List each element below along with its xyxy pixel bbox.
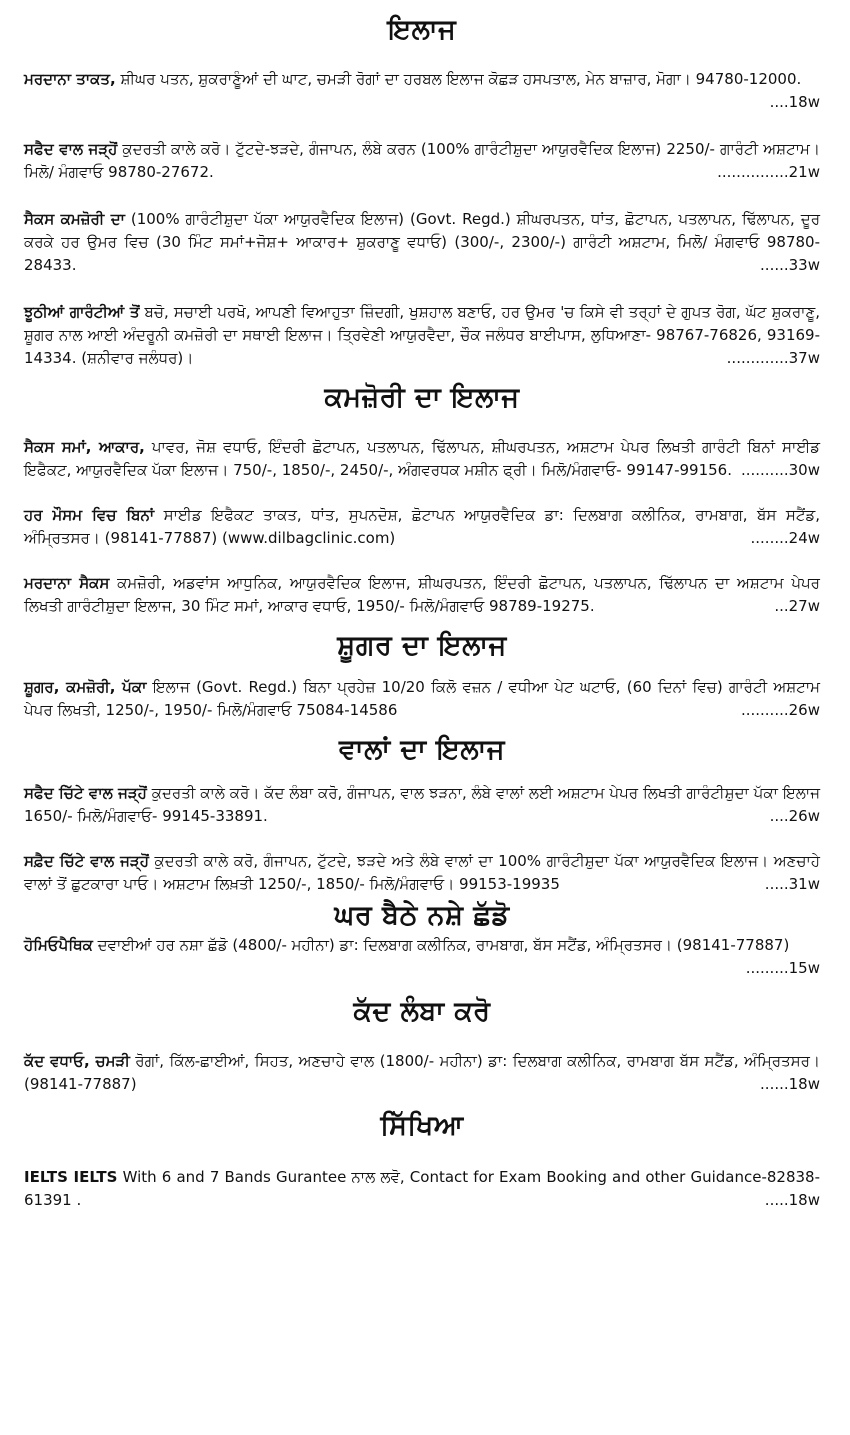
ad-code: ........24w [750, 529, 820, 547]
section-heading: ਕੱਦ ਲੰਬਾ ਕਰੋ [353, 996, 491, 1027]
classified-ad [24, 436, 820, 482]
ad-body: ਬਚੋ, ਸਚਾਈ ਪਰਖੋ, ਆਪਣੀ ਵਿਆਹੁਤਾ ਜ਼ਿੰਦਗੀ, ਖੁਸ਼ਹਾਲ ਬਣਾਓ, ਹਰ ਉਮਰ 'ਚ ਕਿਸੇ ਵੀ ਤਰ੍ਹਾਂ ਦੇ ਗੁਪਤ ਰੋਗ, ਘੱਟ ਸ਼ੁਕਰਾਣੂ, ਸ਼ੂਗਰ ਨਾਲ ਆਈ ਅੰਦਰੂਨੀ ਕਮਜ਼ੋਰੀ ਦਾ ਸਥਾਈ ਇਲਾਜ। ਤ੍ਰਿਵੇਣੀ ਆਯੁਰਵੈਦਾ, ਚੌਕ ਜਲੰਧਰ ਬਾਈਪਾਸ, ਲੁਧਿਆਣਾ- 98767-76826, 93169-14334. (ਸ਼ਨੀਵਾਰ ਜਲੰਧਰ)। [24, 303, 820, 367]
classified-ad [24, 208, 820, 277]
classified-ad [24, 504, 820, 550]
section-heading: ਸਿੱਖਿਆ [380, 1110, 464, 1141]
ad-body: ਸ਼ੀਘਰ ਪਤਨ, ਸ਼ੁਕਰਾਣੂੰਆਂ ਦੀ ਘਾਟ, ਚਮੜੀ ਰੋਗਾਂ ਦਾ ਹਰਬਲ ਇਲਾਜ ਕੋਛੜ ਹਸਪਤਾਲ, ਮੇਨ ਬਾਜ਼ਾਰ, ਮੋਗਾ। 94780-12000. [115, 70, 802, 88]
ad-lead: ਸੈਕਸ ਸਮਾਂ, ਆਕਾਰ, [24, 438, 145, 456]
ad-body: ਦਵਾਈਆਂ ਹਰ ਨਸ਼ਾ ਛੱਡੋ (4800/- ਮਹੀਨਾ) ਡਾ: ਦਿਲਬਾਗ ਕਲੀਨਿਕ, ਰਾਮਬਾਗ, ਬੱਸ ਸਟੈਂਡ, ਅੰਮ੍ਰਿਤਸਰ। (98141-77887) [92, 936, 790, 954]
ad-lead: ਹਰ ਮੌਸਮ ਵਿਚ ਬਿਨਾਂ [24, 506, 155, 524]
ad-body: ਕੁਦਰਤੀ ਕਾਲੇ ਕਰੋ, ਗੰਜਾਪਨ, ਟੁੱਟਦੇ, ਝੜਦੇ ਅਤੇ ਲੰਬੇ ਵਾਲਾਂ ਦਾ 100% ਗਾਰੰਟੀਸ਼ੁਦਾ ਪੱਕਾ ਆਯੁਰਵੈਦਿਕ ਇਲਾਜ। ਅਣਚਾਹੇ ਵਾਲਾਂ ਤੋਂ ਛੁਟਕਾਰਾ ਪਾਓ। ਅਸ਼ਟਾਮ ਲਿਖ਼ਤੀ 1250/-, 1850/- ਮਿਲੋ/ਮੰਗਵਾਓ। 99153-19935 [24, 852, 820, 893]
ad-code: ....26w [769, 807, 820, 825]
section-heading: ਇਲਾਜ [387, 14, 457, 45]
classified-ad [24, 850, 820, 896]
section-heading: ਕਮਜ਼ੋਰੀ ਦਾ ਇਲਾਜ [324, 382, 520, 413]
ad-lead: ਸਫੈਦ ਵਾਲ ਜੜ੍ਹੋਂ [24, 140, 118, 158]
ad-body: ਪਾਵਰ, ਜੋਸ਼ ਵਧਾਓ, ਇੰਦਰੀ ਛੋਟਾਪਨ, ਪਤਲਾਪਨ, ਢਿੱਲਾਪਨ, ਸ਼ੀਘਰਪਤਨ, ਅਸ਼ਟਾਮ ਪੇਪਰ ਲਿਖਤੀ ਗਾਰੰਟੀ ਬਿਨਾਂ ਸਾਈਡ ਇਫੈਕਟ, ਆਯੁਰਵੈਦਿਕ ਪੱਕਾ ਇਲਾਜ। 750/-, 1850/-, 2450/-, ਅੰਗਵਰਧਕ ਮਸ਼ੀਨ ਫ੍ਰੀ। ਮਿਲੋ/ਮੰਗਵਾਓ- 99147-99156. [24, 438, 821, 479]
ad-body: ਕੁਦਰਤੀ ਕਾਲੇ ਕਰੋ। ਕੱਦ ਲੰਬਾ ਕਰੋ, ਗੰਜਾਪਨ, ਵਾਲ ਝੜਨਾ, ਲੰਬੇ ਵਾਲਾਂ ਲਈ ਅਸ਼ਟਾਮ ਪੇਪਰ ਲਿਖਤੀ ਗਾਰੰਟੀਸ਼ੁਦਾ ਪੱਕਾ ਇਲਾਜ 1650/- ਮਿਲੋ/ਮੰਗਵਾਓ- 99145-33891. [24, 784, 820, 825]
ad-lead: ਸੈਕਸ ਕਮਜ਼ੋਰੀ ਦਾ [24, 210, 125, 228]
ad-code: ...............21w [717, 163, 820, 181]
ad-lead: ਝੂਠੀਆਂ ਗਾਰੰਟੀਆਂ ਤੋਂ [24, 303, 140, 321]
ad-lead: ਮਰਦਾਨਾ ਸੈਕਸ [24, 574, 110, 592]
ad-code: .............37w [726, 349, 820, 367]
ad-lead: ਮਰਦਾਨਾ ਤਾਕਤ, [24, 70, 116, 88]
ad-lead: ਸਫੈਦ ਚਿੱਟੇ ਵਾਲ ਜੜ੍ਹੋਂ [24, 784, 147, 802]
classified-ad [24, 782, 820, 828]
classified-ad [24, 301, 820, 370]
ad-body: With 6 and 7 Bands Gurantee ਨਾਲ ਲਵੋ, Contact for Exam Booking and other Guidance-82838-61391 . [24, 1168, 820, 1209]
classified-ad [24, 68, 820, 111]
section-heading: ਸ਼ੂਗਰ ਦਾ ਇਲਾਜ [337, 630, 507, 661]
classified-ad [24, 138, 820, 184]
classified-ads-page [0, 12, 850, 1435]
classified-ad [24, 1050, 820, 1096]
ad-lead: ਕੱਦ ਵਧਾਓ, ਚਮੜੀ [24, 1052, 130, 1070]
ad-lead: ਸਫ਼ੈਦ ਚਿੱਟੇ ਵਾਲ ਜੜ੍ਹੋਂ [24, 852, 149, 870]
ad-body: ਕੁਦਰਤੀ ਕਾਲੇ ਕਰੋ। ਟੁੱਟਦੇ-ਝੜਦੇ, ਗੰਜਾਪਨ, ਲੰਬੇ ਕਰਨ (100% ਗਾਰੰਟੀਸ਼ੁਦਾ ਆਯੁਰਵੈਦਿਕ ਇਲਾਜ) 2250/- ਗਾਰੰਟੀ ਅਸ਼ਟਾਮ। ਮਿਲੋ/ ਮੰਗਵਾਓ 98780-27672. [24, 140, 821, 181]
section-heading: ਵਾਲਾਂ ਦਾ ਇਲਾਜ [339, 734, 505, 765]
ad-body: (100% ਗਾਰੰਟੀਸ਼ੁਦਾ ਪੱਕਾ ਆਯੁਰਵੈਦਿਕ ਇਲਾਜ) (Govt. Regd.) ਸ਼ੀਘਰਪਤਨ, ਧਾਂਤ, ਛੋਟਾਪਨ, ਪਤਲਾਪਨ, ਢਿੱਲਾਪਨ, ਦੂਰ ਕਰਕੇ ਹਰ ਉਮਰ ਵਿਚ (30 ਮਿੰਟ ਸਮਾਂ+ਜੋਸ਼+ ਆਕਾਰ+ ਸ਼ੁਕਰਾਣੂ ਵਧਾਓ) (300/-, 2300/-) ਗਾਰੰਟੀ ਅਸ਼ਟਾਮ, ਮਿਲੋ/ ਮੰਗਵਾਓ 98780-28433. [24, 210, 820, 274]
ad-body: ਕਮਜ਼ੋਰੀ, ਅਡਵਾਂਸ ਆਧੁਨਿਕ, ਆਯੁਰਵੈਦਿਕ ਇਲਾਜ, ਸ਼ੀਘਰਪਤਨ, ਇੰਦਰੀ ਛੋਟਾਪਨ, ਪਤਲਾਪਨ, ਢਿੱਲਾਪਨ ਦਾ ਅਸ਼ਟਾਮ ਪੇਪਰ ਲਿਖਤੀ ਗਾਰੰਟੀਸ਼ੁਦਾ ਇਲਾਜ, 30 ਮਿੰਟ ਸਮਾਂ, ਆਕਾਰ ਵਧਾਓ, 1950/- ਮਿਲੋ/ਮੰਗਵਾਓ 98789-19275. [24, 574, 820, 615]
classified-ad [24, 572, 820, 618]
ad-body: ਇਲਾਜ (Govt. Regd.) ਬਿਨਾ ਪ੍ਰਹੇਜ਼ 10/20 ਕਿਲੋ ਵਜ਼ਨ / ਵਧੀਆ ਪੇਟ ਘਟਾਓ, (60 ਦਿਨਾਂ ਵਿਚ) ਗਾਰੰਟੀ ਅਸ਼ਟਾਮ ਪੇਪਰ ਲਿਖਤੀ, 1250/-, 1950/- ਮਿਲੋ/ਮੰਗਵਾਓ 75084-14586 [24, 678, 820, 719]
ad-code: ..........26w [740, 701, 820, 719]
ad-code: .....31w [764, 875, 820, 893]
ad-code: ....18w [769, 93, 820, 111]
ad-code: ......33w [760, 256, 820, 274]
ad-code: .....18w [764, 1191, 820, 1209]
ad-code: ...27w [774, 597, 820, 615]
ad-lead: ਹੋਮਿਓਪੈਥਿਕ [24, 936, 93, 954]
ad-lead: IELTS IELTS [24, 1168, 118, 1186]
ad-body: ਸਾਈਡ ਇਫੈਕਟ ਤਾਕਤ, ਧਾਂਤ, ਸੁਪਨਦੋਸ਼, ਛੋਟਾਪਨ ਆਯੁਰਵੈਦਿਕ ਡਾ: ਦਿਲਬਾਗ ਕਲੀਨਿਕ, ਰਾਮਬਾਗ, ਬੱਸ ਸਟੈਂਡ, ਅੰਮ੍ਰਿਤਸਰ। (98141-77887) (www.dilbagclinic.com) [24, 506, 820, 547]
classified-ad [24, 1166, 820, 1212]
ad-body: ਰੋਗਾਂ, ਕਿੱਲ-ਛਾਈਆਂ, ਸਿਹਤ, ਅਣਚਾਹੇ ਵਾਲ (1800/- ਮਹੀਨਾ) ਡਾ: ਦਿਲਬਾਗ ਕਲੀਨਿਕ, ਰਾਮਬਾਗ ਬੱਸ ਸਟੈਂਡ, ਅੰਮ੍ਰਿਤਸਰ। (98141-77887) [24, 1052, 820, 1093]
classified-ad [24, 934, 820, 977]
ad-code: ..........30w [740, 461, 820, 479]
classified-ad [24, 676, 820, 722]
section-heading: ਘਰ ਬੈਠੇ ਨਸ਼ੇ ਛੱਡੋ [334, 900, 510, 931]
ad-code: .........15w [745, 959, 820, 977]
ad-code: ......18w [760, 1075, 820, 1093]
ad-lead: ਸ਼ੂਗਰ, ਕਮਜ਼ੋਰੀ, ਪੱਕਾ [24, 678, 147, 696]
